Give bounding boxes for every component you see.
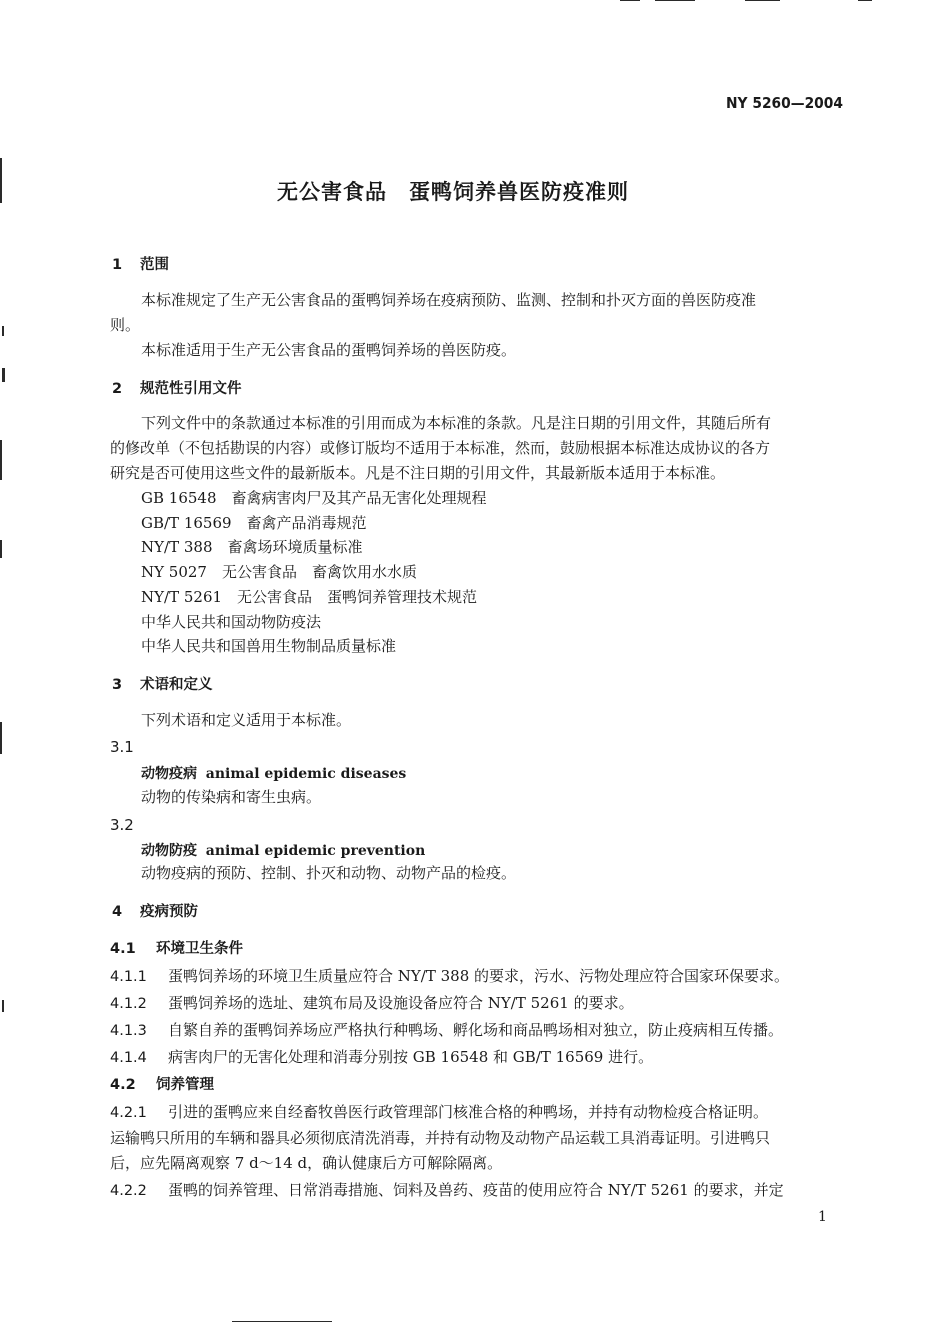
term-number: 3.1 [110, 738, 134, 756]
paragraph-line: 下列文件中的条款通过本标准的引用而成为本标准的条款。凡是注日期的引用文件，其随后所有 [141, 414, 772, 432]
reference-item: NY 5027 无公害食品 畜禽饮用水水质 [141, 563, 417, 581]
paragraph-line: 的修改单（不包括勘误的内容）或修订版均不适用于本标准，然而，鼓励根据本标准达成协议的各方 [110, 439, 771, 457]
scan-edge-mark [745, 0, 780, 1]
reference-item: NY/T 388 畜禽场环境质量标准 [141, 538, 363, 556]
reference-item: NY/T 5261 无公害食品 蛋鸭饲养管理技术规范 [141, 588, 478, 606]
section-heading: 2 规范性引用文件 [112, 381, 242, 397]
subsection-heading: 4.1 环境卫生条件 [110, 941, 243, 957]
reference-item: GB/T 16569 畜禽产品消毒规范 [141, 514, 367, 532]
scan-edge-mark [0, 540, 2, 558]
paragraph-line: 本标准规定了生产无公害食品的蛋鸭饲养场在疫病预防、监测、控制和扑灭方面的兽医防疫准 [141, 291, 757, 309]
term-name: 动物疫病 animal epidemic diseases [141, 766, 407, 782]
reference-item: GB 16548 畜禽病害肉尸及其产品无害化处理规程 [141, 489, 487, 507]
standard-code: NY 5260—2004 [726, 94, 843, 112]
document-title: 无公害食品 蛋鸭饲养兽医防疫准则 [277, 180, 629, 204]
clause-line: 4.2.1 引进的蛋鸭应来自经畜牧兽医行政管理部门核准合格的种鸭场，并持有动物检疫合格证明。 [110, 1103, 769, 1121]
clause-line: 4.1.4 病害肉尸的无害化处理和消毒分别按 GB 16548 和 GB/T 16569 进行。 [110, 1048, 654, 1066]
clause-line: 4.2.2 蛋鸭的饲养管理、日常消毒措施、饲料及兽药、疫苗的使用应符合 NY/T 5261 的要求，并定 [110, 1181, 784, 1199]
paragraph-line: 研究是否可使用这些文件的最新版本。凡是不注日期的引用文件，其最新版本适用于本标准。 [110, 464, 726, 482]
term-definition: 动物的传染病和寄生虫病。 [141, 788, 322, 806]
scan-edge-mark [2, 368, 5, 382]
clause-line: 4.1.3 自繁自养的蛋鸭饲养场应严格执行种鸭场、孵化场和商品鸭场相对独立，防止疫病相互传播。 [110, 1021, 784, 1039]
section-heading: 4 疫病预防 [112, 904, 198, 920]
page-number: 1 [818, 1209, 827, 1225]
scan-edge-mark [0, 722, 2, 754]
reference-item: 中华人民共和国兽用生物制品质量标准 [141, 637, 397, 655]
term-definition: 动物疫病的预防、控制、扑灭和动物、动物产品的检疫。 [141, 864, 517, 882]
subsection-heading: 4.2 饲养管理 [110, 1077, 214, 1093]
paragraph-line: 本标准适用于生产无公害食品的蛋鸭饲养场的兽医防疫。 [141, 341, 517, 359]
paragraph-line: 则。 [110, 316, 141, 334]
scan-edge-mark [2, 1000, 4, 1012]
scan-edge-mark [2, 326, 4, 336]
paragraph-line: 下列术语和定义适用于本标准。 [141, 711, 352, 729]
scan-edge-mark [858, 0, 872, 1]
scan-edge-mark [232, 1321, 332, 1322]
term-name: 动物防疫 animal epidemic prevention [141, 843, 426, 859]
clause-line: 4.1.2 蛋鸭饲养场的选址、建筑布局及设施设备应符合 NY/T 5261 的要求。 [110, 994, 634, 1012]
scan-edge-mark [0, 440, 2, 480]
scan-edge-mark [655, 0, 695, 1]
clause-line: 运输鸭只所用的车辆和器具必须彻底清洗消毒，并持有动物及动物产品运载工具消毒证明。引进鸭只 [110, 1129, 771, 1147]
scan-edge-mark [620, 0, 640, 1]
reference-item: 中华人民共和国动物防疫法 [141, 613, 322, 631]
section-heading: 3 术语和定义 [112, 677, 213, 693]
scan-edge-mark [0, 158, 2, 203]
clause-line: 后，应先隔离观察 7 d～14 d，确认健康后方可解除隔离。 [110, 1154, 503, 1172]
term-number: 3.2 [110, 816, 134, 834]
clause-line: 4.1.1 蛋鸭饲养场的环境卫生质量应符合 NY/T 388 的要求，污水、污物处理应符合国家环保要求。 [110, 967, 790, 985]
section-heading: 1 范围 [112, 257, 169, 273]
